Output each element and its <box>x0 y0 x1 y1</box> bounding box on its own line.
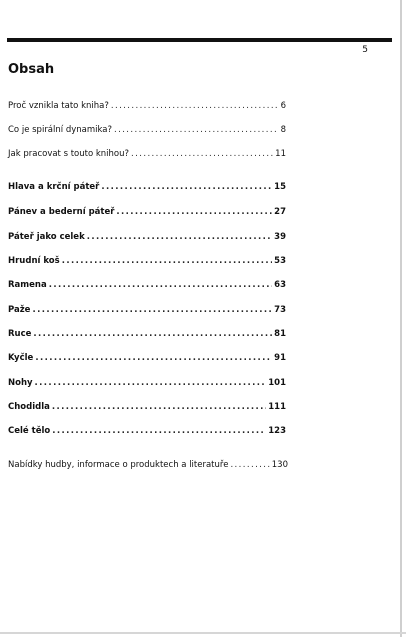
toc-entry-leader <box>101 182 272 193</box>
toc-entry-leader <box>131 149 273 160</box>
toc-entry-leader <box>230 460 269 471</box>
toc-entry-label: Hlava a krční páteř <box>8 182 100 192</box>
toc-chapter-entry <box>8 232 286 243</box>
toc-entry-label: Celé tělo <box>8 426 51 436</box>
toc-appendix-entry <box>8 460 288 471</box>
toc-entry <box>8 149 286 160</box>
toc-entry-label: Ruce <box>8 329 32 339</box>
toc-entry-page: 6 <box>280 101 286 111</box>
toc-entry-label: Kyčle <box>8 353 34 363</box>
toc-entry-leader <box>52 426 266 437</box>
toc-entry-leader <box>111 101 279 112</box>
toc-entry-page: 63 <box>274 280 286 290</box>
toc-title: Obsah <box>8 62 55 77</box>
toc-entry-label: Co je spirální dynamika? <box>8 125 112 135</box>
toc-entry-leader <box>62 256 272 267</box>
toc-chapter-entry <box>8 329 286 340</box>
toc-entry-label: Nabídky hudby, informace o produktech a literatuře <box>8 460 229 470</box>
toc-entry-page: 8 <box>280 125 286 135</box>
toc-entry-page: 39 <box>274 232 286 242</box>
toc-entry-leader <box>35 353 272 364</box>
toc-entry-label: Chodidla <box>8 402 50 412</box>
toc-entry-page: 27 <box>274 207 286 217</box>
toc-chapter-entry <box>8 353 286 364</box>
toc-chapter-entry <box>8 426 286 437</box>
toc-entry-page: 11 <box>275 149 286 159</box>
toc-chapter-entry <box>8 402 286 413</box>
toc-entry-label: Hrudní koš <box>8 256 60 266</box>
toc-entry-page: 130 <box>271 460 288 470</box>
toc-entry-page: 81 <box>274 329 286 339</box>
toc-entry-page: 123 <box>268 426 286 436</box>
header-rule <box>7 38 392 42</box>
toc-chapter-entry <box>8 256 286 267</box>
toc-entry-leader <box>35 378 267 389</box>
toc-entry-leader <box>87 232 272 243</box>
toc-chapter-entry <box>8 305 286 316</box>
toc-chapter-entry <box>8 182 286 193</box>
toc-chapter-entry <box>8 378 286 389</box>
toc-entry-label: Páteř jako celek <box>8 232 85 242</box>
toc-entry-page: 15 <box>274 182 286 192</box>
page-number: 5 <box>362 45 368 55</box>
toc-entry-page: 73 <box>274 305 286 315</box>
toc-chapter-entry <box>8 207 286 218</box>
toc-entry-page: 53 <box>274 256 286 266</box>
toc-entry-leader <box>116 207 272 218</box>
toc-entry-label: Jak pracovat s touto knihou? <box>8 149 130 159</box>
toc-entry-leader <box>33 329 272 340</box>
toc-entry-label: Nohy <box>8 378 33 388</box>
toc-entry-leader <box>114 125 279 136</box>
toc-entry <box>8 125 286 136</box>
toc-entry-leader <box>32 305 272 316</box>
toc-entry-leader <box>52 402 266 413</box>
toc-chapter-entry <box>8 280 286 291</box>
toc-entry-page: 111 <box>268 402 286 412</box>
scan-edge-bottom <box>0 632 406 634</box>
toc-entry-page: 101 <box>268 378 286 388</box>
toc-entry <box>8 101 286 112</box>
toc-entry-label: Pánev a bederní páteř <box>8 207 115 217</box>
toc-entry-label: Ramena <box>8 280 47 290</box>
toc-entry-leader <box>49 280 272 291</box>
scan-edge-right <box>400 0 402 637</box>
toc-entry-label: Proč vznikla tato kniha? <box>8 101 109 111</box>
toc-entry-label: Paže <box>8 305 31 315</box>
toc-entry-page: 91 <box>274 353 286 363</box>
